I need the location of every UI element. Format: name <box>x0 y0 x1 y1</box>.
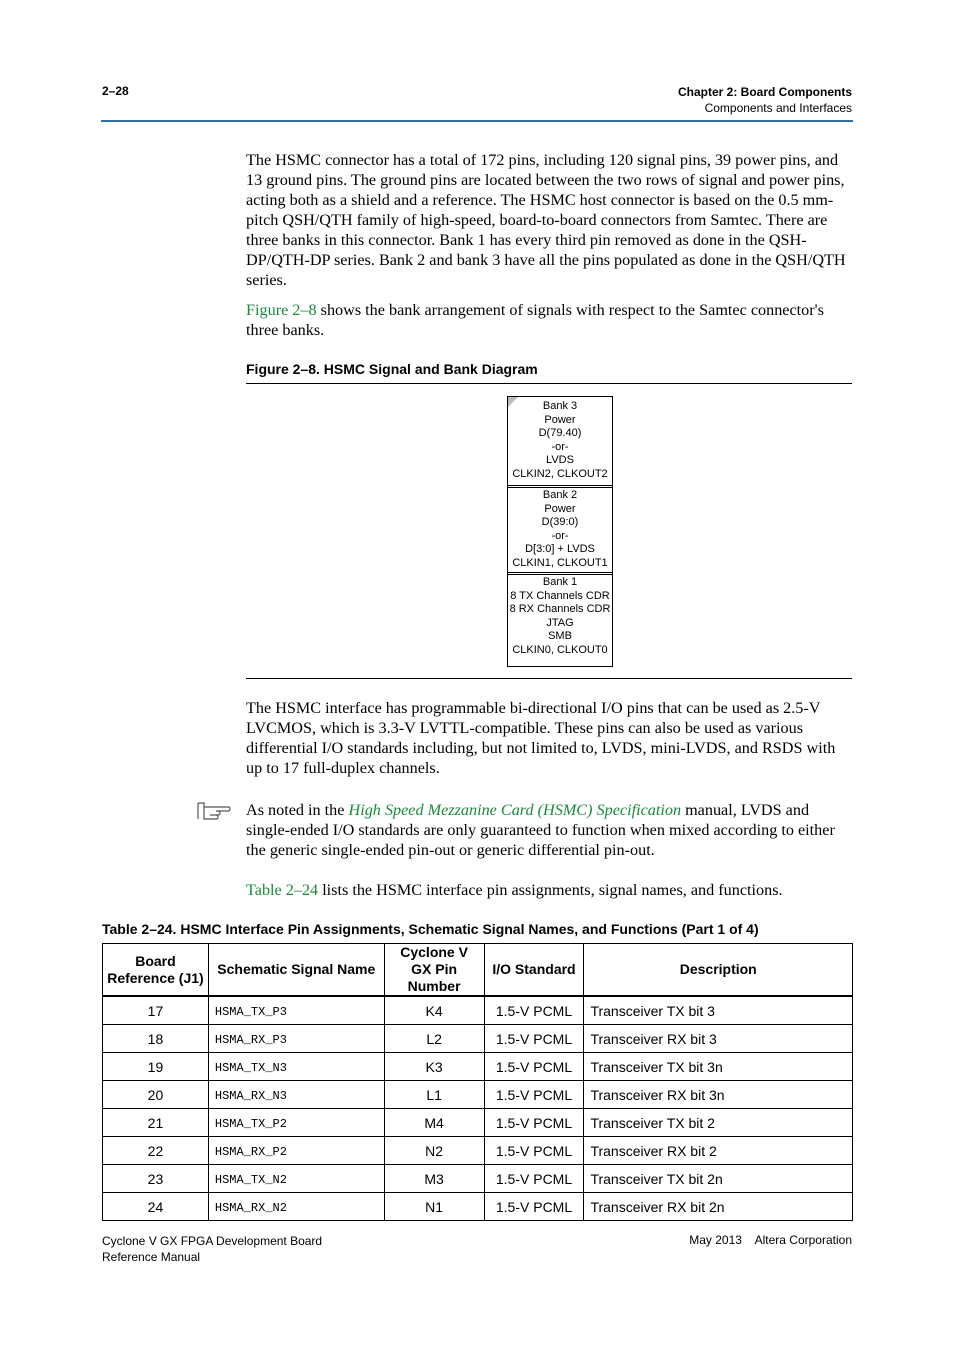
cell-signal: HSMA_RX_N2 <box>208 1193 384 1221</box>
cell-board-ref: 22 <box>103 1137 209 1165</box>
footer-date-company: May 2013 Altera Corporation <box>689 1233 852 1247</box>
header-pin-number: Cyclone V GX Pin Number <box>384 944 484 997</box>
cell-signal: HSMA_TX_P2 <box>208 1109 384 1137</box>
figure-rule-top <box>246 383 852 384</box>
table-ref-text: lists the HSMC interface pin assignments, signal names, and functions. <box>318 881 783 899</box>
cell-pin: M4 <box>384 1109 484 1137</box>
bank-line: CLKIN1, CLKOUT1 <box>512 556 608 569</box>
interface-paragraph: The HSMC interface has programmable bi-directional I/O pins that can be used as 2.5-V LVCMOS, which is 3.3-V LVTTL-compatible. These pins can also be used as various differential I/O standards including, but not limited to, LVDS, mini-LVDS, and RSDS with up to 17 full-duplex channels. <box>246 699 836 777</box>
table-row <box>103 996 853 1025</box>
footer-doc-info <box>102 1233 322 1265</box>
cell-pin: K3 <box>384 1053 484 1081</box>
chapter-title: Chapter 2: Board Components <box>677 85 852 99</box>
table-row <box>103 1109 853 1137</box>
table-row <box>103 1193 853 1221</box>
table-caption: Table 2–24. HSMC Interface Pin Assignments, Schematic Signal Names, and Functions (Part 1 of 4) <box>102 921 759 937</box>
bank-line: SMB <box>548 630 572 642</box>
cell-board-ref: 21 <box>103 1109 209 1137</box>
bank-line: -or- <box>551 529 569 542</box>
cell-board-ref: 24 <box>103 1193 209 1221</box>
running-header <box>678 84 852 116</box>
bank-divider <box>508 574 612 575</box>
bank-line: D(39:0) <box>541 516 579 528</box>
cell-board-ref: 23 <box>103 1165 209 1193</box>
bank-line: Power <box>544 413 576 426</box>
bank-divider <box>508 487 612 488</box>
cell-description: Transceiver RX bit 3 <box>584 1025 853 1053</box>
note-paragraph <box>246 800 854 860</box>
cell-io-standard: 1.5-V PCML <box>484 1109 584 1137</box>
cell-pin: L1 <box>384 1081 484 1109</box>
cell-signal: HSMA_RX_N3 <box>208 1081 384 1109</box>
table-row <box>103 1053 853 1081</box>
figure-rule-bottom <box>246 678 852 679</box>
cell-signal: HSMA_TX_P3 <box>208 996 384 1025</box>
bank-divider <box>508 485 612 486</box>
table-link[interactable]: Table 2–24 <box>246 881 319 899</box>
cell-description: Transceiver RX bit 2n <box>584 1193 853 1221</box>
cell-io-standard: 1.5-V PCML <box>484 1025 584 1053</box>
header-signal-name: Schematic Signal Name <box>208 944 384 997</box>
figure-ref-text: shows the bank arrangement of signals with respect to the Samtec connector's three banks. <box>246 301 824 339</box>
header-description: Description <box>584 944 853 997</box>
cell-board-ref: 20 <box>103 1081 209 1109</box>
footer-doc-subtitle: Reference Manual <box>102 1250 201 1264</box>
cell-description: Transceiver TX bit 3n <box>584 1053 853 1081</box>
bank-line: D(79.40) <box>538 427 582 439</box>
cell-io-standard: 1.5-V PCML <box>484 1053 584 1081</box>
bank-line: 8 TX Channels CDR <box>510 589 610 602</box>
bank-divider <box>508 572 612 573</box>
cell-pin: N2 <box>384 1137 484 1165</box>
figure-link[interactable]: Figure 2–8 <box>246 301 317 319</box>
table-ref-paragraph <box>246 880 854 900</box>
cell-description: Transceiver TX bit 3 <box>584 996 853 1025</box>
cell-board-ref: 19 <box>103 1053 209 1081</box>
page-number: 2–28 <box>102 84 129 98</box>
hsmc-bank-diagram <box>507 396 613 667</box>
bank-line: D[3:0] + LVDS <box>525 543 595 555</box>
note-suffix: manual, LVDS and single-ended I/O standards are only guaranteed to function when mixed according to either the generic single-ended pin-out or generic differential pin-out. <box>246 801 835 859</box>
cell-description: Transceiver RX bit 3n <box>584 1081 853 1109</box>
bank-3-block <box>508 400 612 481</box>
pointing-hand-icon <box>196 799 232 821</box>
cell-pin: L2 <box>384 1025 484 1053</box>
table-row <box>103 1165 853 1193</box>
cell-description: Transceiver RX bit 2 <box>584 1137 853 1165</box>
bank-line: CLKIN0, CLKOUT0 <box>512 643 608 656</box>
figure-caption: Figure 2–8. HSMC Signal and Bank Diagram <box>246 361 538 377</box>
cell-io-standard: 1.5-V PCML <box>484 1193 584 1221</box>
cell-io-standard: 1.5-V PCML <box>484 996 584 1025</box>
table-header-row <box>103 944 853 997</box>
table-row <box>103 1025 853 1053</box>
header-rule <box>101 120 853 122</box>
section-title: Components and Interfaces <box>704 101 852 115</box>
intro-paragraph: The HSMC connector has a total of 172 pins, including 120 signal pins, 39 power pins, and 13 ground pins. The ground pins are located between the two rows of signal and power pins, acting both as a shield and a reference. The HSMC host connector is based on the 0.5 mm-pitch QSH/QTH family of high-speed, board-to-board connectors from Samtec. There are three banks in this connector. Bank 1 has every third pin removed as done in the QSH-DP/QTH-DP series. Bank 2 and bank 3 have all the pins populated as done in the QSH/QTH series. <box>246 151 846 289</box>
cell-board-ref: 17 <box>103 996 209 1025</box>
table-row <box>103 1137 853 1165</box>
bank-line: LVDS <box>546 454 574 466</box>
bank-1-block <box>508 576 612 657</box>
footer-doc-title: Cyclone V GX FPGA Development Board <box>102 1234 323 1248</box>
bank-2-block <box>508 489 612 570</box>
cell-description: Transceiver TX bit 2 <box>584 1109 853 1137</box>
note-prefix: As noted in the <box>246 801 349 819</box>
hsmc-spec-link[interactable]: High Speed Mezzanine Card (HSMC) Specification <box>348 801 682 819</box>
bank-line: JTAG <box>546 616 574 629</box>
cell-io-standard: 1.5-V PCML <box>484 1137 584 1165</box>
table-row <box>103 1081 853 1109</box>
header-board-reference: Board Reference (J1) <box>103 944 209 997</box>
cell-io-standard: 1.5-V PCML <box>484 1081 584 1109</box>
cell-pin: N1 <box>384 1193 484 1221</box>
bank-line: 8 RX Channels CDR <box>509 603 611 615</box>
bank-line: CLKIN2, CLKOUT2 <box>512 467 608 480</box>
bank-line: Bank 1 <box>542 576 578 588</box>
cell-description: Transceiver TX bit 2n <box>584 1165 853 1193</box>
cell-pin: M3 <box>384 1165 484 1193</box>
cell-signal: HSMA_TX_N2 <box>208 1165 384 1193</box>
bank-line: Power <box>544 502 576 515</box>
bank-line: -or- <box>551 440 569 453</box>
cell-signal: HSMA_TX_N3 <box>208 1053 384 1081</box>
header-io-standard: I/O Standard <box>484 944 584 997</box>
cell-pin: K4 <box>384 996 484 1025</box>
cell-io-standard: 1.5-V PCML <box>484 1165 584 1193</box>
cell-signal: HSMA_RX_P2 <box>208 1137 384 1165</box>
bank-line: Bank 3 <box>542 400 578 412</box>
cell-signal: HSMA_RX_P3 <box>208 1025 384 1053</box>
bank-line: Bank 2 <box>542 489 578 501</box>
figure-ref-paragraph <box>246 300 854 340</box>
cell-board-ref: 18 <box>103 1025 209 1053</box>
pin-assignment-table <box>102 943 853 1221</box>
